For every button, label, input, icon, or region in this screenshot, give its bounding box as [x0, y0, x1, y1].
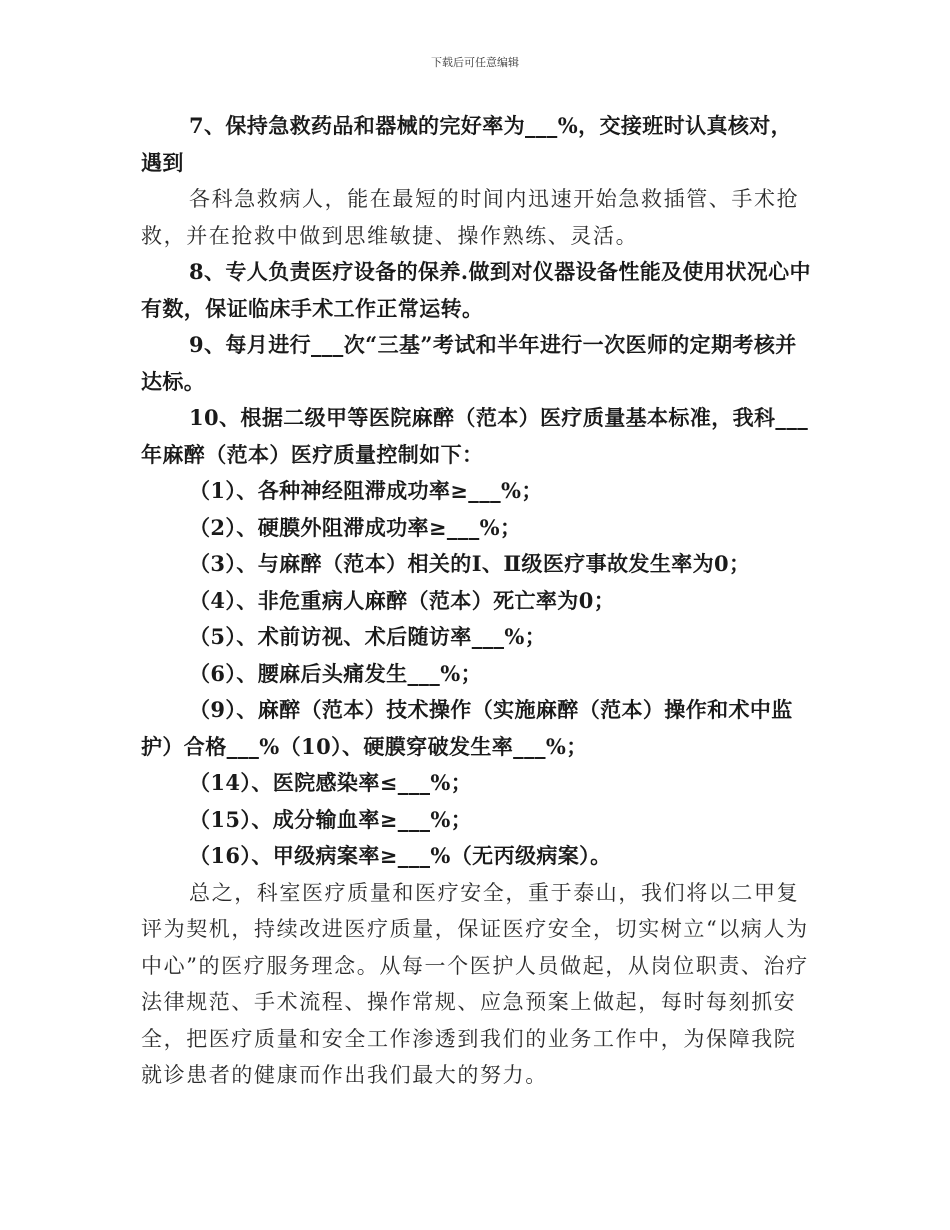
- document-body: [141, 108, 813, 1094]
- paragraph-9: 9、每月进行___次“三基”考试和半年进行一次医师的定期考核并达标。: [141, 332, 797, 394]
- list-item-2: （2）、硬膜外阻滞成功率≥___%；: [189, 514, 522, 540]
- list-item-3: （3）、与麻醉（范本）相关的Ⅰ、Ⅱ级医疗事故发生率为0；: [189, 551, 751, 576]
- list-item-1: （1）、各种神经阻滞成功率≥___%；: [189, 478, 543, 503]
- list-item-9: （9）、麻醉（范本）技术操作（实施麻醉（范本）操作和术中监护）合格___%（10）、硬膜穿破发生率___%；: [141, 697, 793, 759]
- list-item-6: （6）、腰麻后头痛发生___%；: [189, 660, 482, 686]
- paragraph-7: 7、保持急救药品和器械的完好率为___%，交接班时认真核对，遇到: [141, 113, 793, 175]
- paragraph-8: 8、专人负责医疗设备的保养.做到对仪器设备性能及使用状况心中有数，保证临床手术工作正常运转。: [141, 259, 811, 321]
- list-item-15: （15）、成分输血率≥___%；: [189, 806, 473, 832]
- list-item-16: （16）、甲级病案率≥___%（无丙级病案）。: [189, 843, 612, 868]
- list-item-14: （14）、医院感染率≤___%；: [189, 770, 473, 795]
- paragraph-10: 10、根据二级甲等医院麻醉（范本）医疗质量基本标准，我科___年麻醉（范本）医疗质量控制如下：: [141, 405, 809, 467]
- list-item-4: （4）、非危重病人麻醉（范本）死亡率为0；: [189, 587, 616, 613]
- summary-paragraph: 总之，科室医疗质量和医疗安全，重于泰山，我们将以二甲复评为契机，持续改进医疗质量，保证医疗安全，切实树立“以病人为中心”的医疗服务理念。从每一个医护人员做起，从岗位职责、治疗法律规范、手术流程、操作常规、应急预案上做起，每时每刻抓安全，把医疗质量和安全工作渗透到我们的业务工作中，为保障我院就诊患者的健康而作出我们最大的努力。: [141, 880, 809, 1087]
- page-header: 下载后可任意编辑: [431, 56, 519, 69]
- paragraph-7-continued: 各科急救病人，能在最短的时间内迅速开始急救插管、手术抢救，并在抢救中做到思维敏捷、操作熟练、灵活。: [141, 187, 800, 248]
- list-item-5: （5）、术前访视、术后随访率___%；: [189, 624, 547, 649]
